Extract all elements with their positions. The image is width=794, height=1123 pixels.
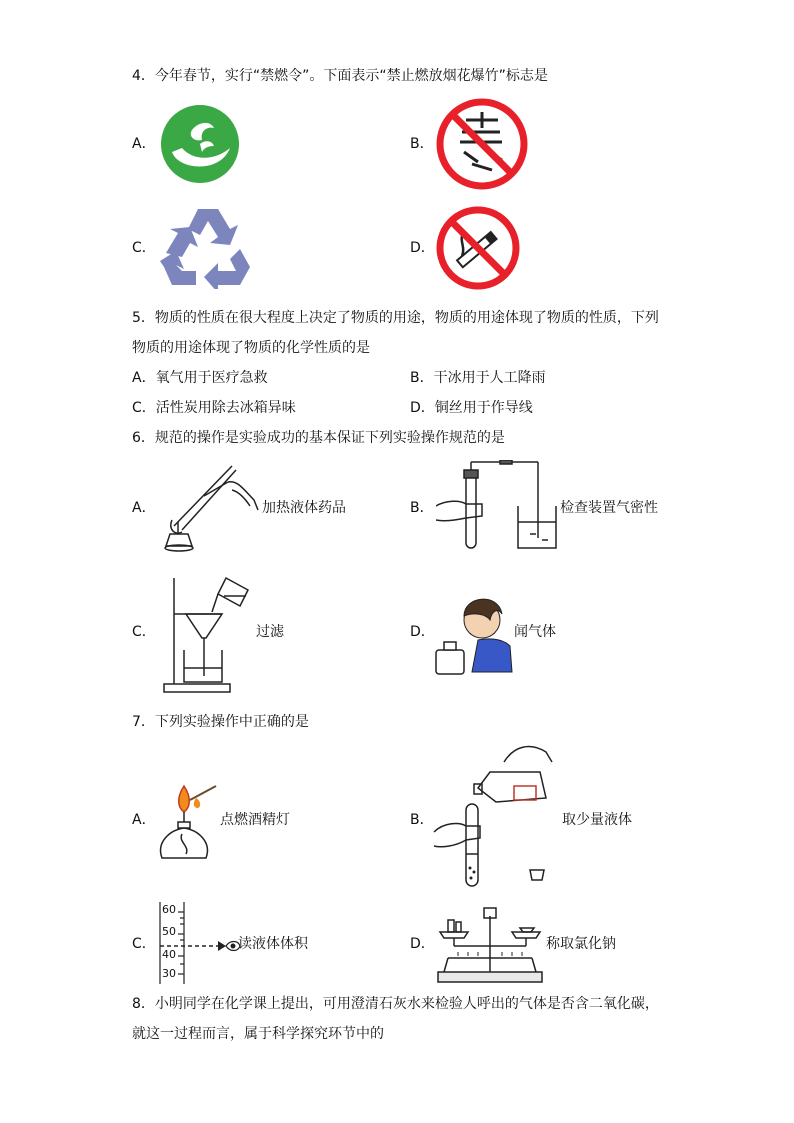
q8-stem-line1: 8．小明同学在化学课上提出，可用澄清石灰水来检验人呼出的气体是否含二氧化碳， [132,996,659,1012]
balance-scale-figure [434,906,546,984]
heating-liquid-figure [158,460,262,552]
no-fireworks-sign [436,98,528,190]
q4-option-b-label[interactable]: B． [410,136,434,152]
q5-option-c[interactable]: C．活性炭用除去冰箱异味 [132,400,296,416]
q7-option-c-label[interactable]: C． [132,936,156,952]
q7-option-d-label[interactable]: D． [410,936,435,952]
recycle-icon [160,205,256,289]
q6-d-caption: 闻气体 [514,624,556,640]
alcohol-lamp-figure [156,782,220,862]
q4-option-a-label[interactable]: A． [132,136,156,152]
q6-c-caption: 过滤 [256,624,284,640]
q6-option-a-label[interactable]: A． [132,500,156,516]
q6-a-caption: 加热液体药品 [262,500,346,516]
cylinder-tick-50: 50 [162,925,176,938]
cylinder-tick-40: 40 [162,948,176,961]
q6-stem: 6．规范的操作是实验成功的基本保证下列实验操作规范的是 [132,430,505,446]
q5-stem-line2: 物质的用途体现了物质的化学性质的是 [132,340,370,356]
q7-option-a-label[interactable]: A． [132,812,156,828]
q4-option-c-label[interactable]: C． [132,240,156,256]
q4-stem: 4．今年春节，实行“禁燃令”。下面表示“禁止燃放烟花爆竹”标志是 [132,68,548,84]
pouring-liquid-figure [430,742,560,892]
cylinder-tick-60: 60 [162,903,176,916]
q4-option-d-label[interactable]: D． [410,240,435,256]
airtightness-check-figure [436,460,560,552]
q6-b-caption: 检查装置气密性 [560,500,658,516]
no-smoking-sign [436,206,520,290]
q5-option-d[interactable]: D．铜丝用于作导线 [410,400,533,416]
q7-c-caption: 读液体体积 [238,936,308,952]
eye-sight-line [160,938,240,954]
q7-d-caption: 称取氯化钠 [546,936,616,952]
q6-option-c-label[interactable]: C． [132,624,156,640]
q8-stem-line2: 就这一过程而言，属于科学探究环节中的 [132,1026,384,1042]
q5-option-a[interactable]: A．氧气用于医疗急救 [132,370,268,386]
q7-a-caption: 点燃酒精灯 [220,812,290,828]
q5-stem-line1: 5．物质的性质在很大程度上决定了物质的用途，物质的用途体现了物质的性质，下列 [132,310,659,326]
filtration-figure [162,572,254,694]
cylinder-tick-30: 30 [162,967,176,980]
smelling-gas-figure [434,588,514,678]
q7-option-b-label[interactable]: B． [410,812,434,828]
q5-option-b[interactable]: B．干冰用于人工降雨 [410,370,546,386]
q6-option-b-label[interactable]: B． [410,500,434,516]
q7-b-caption: 取少量液体 [562,812,632,828]
q7-stem: 7．下列实验操作中正确的是 [132,714,309,730]
q6-option-d-label[interactable]: D． [410,624,435,640]
water-saving-logo [160,104,240,184]
